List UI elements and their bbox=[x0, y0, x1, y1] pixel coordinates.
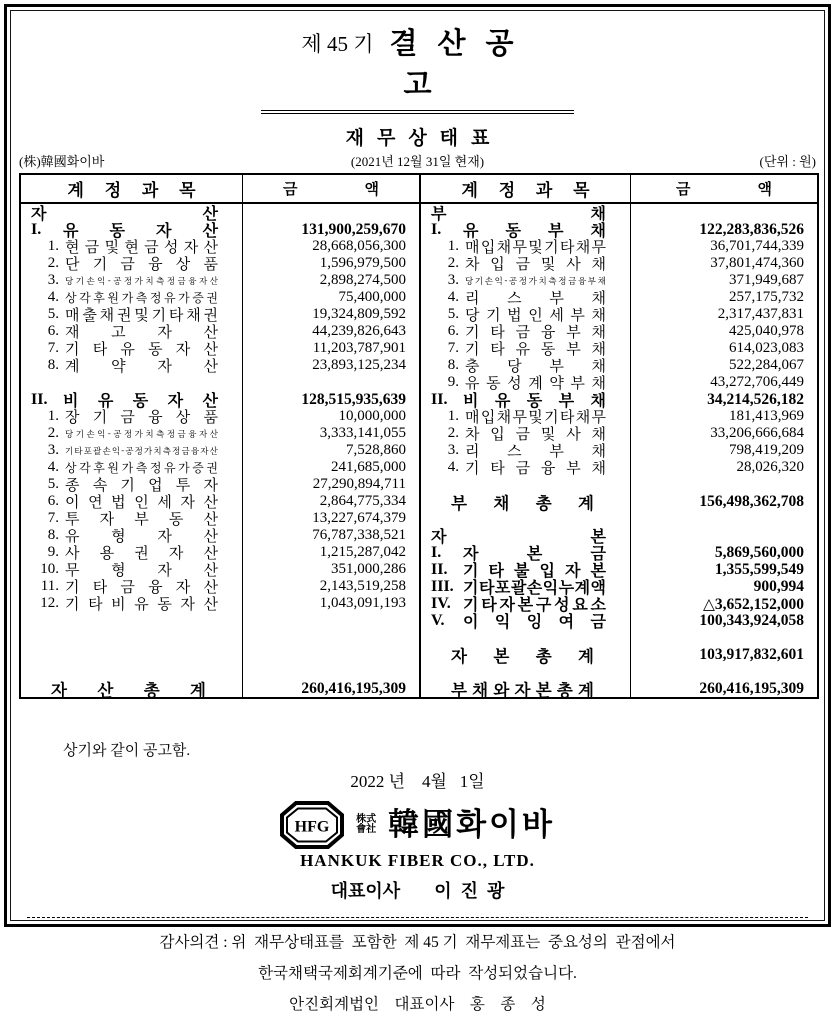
account-label: 5. 당 기 법 인 세 부 채 bbox=[421, 306, 631, 323]
amount-value: 371,949,687 bbox=[729, 272, 804, 288]
account-label: 7. 기 타 유 동 부 채 bbox=[421, 340, 631, 357]
audit-opinion-line1: 감사의견 : 위 재무상태표를 포함한 제 45 기 재무제표는 중요성의 관점에서 bbox=[159, 934, 676, 951]
account-label: 6. 재 고 자 산 bbox=[21, 323, 243, 340]
account-label: 부 채 bbox=[421, 204, 631, 221]
account-label: 12. 기 타 비 유 동 자 산 bbox=[21, 595, 243, 612]
table-header-right bbox=[421, 175, 817, 204]
amount-value: 2,898,274,500 bbox=[319, 272, 406, 288]
amount-value: 1,043,091,193 bbox=[319, 595, 406, 611]
table-row bbox=[21, 425, 419, 442]
as-of-date: (2021년 12월 31일 현재) bbox=[350, 154, 485, 169]
account-label: 9. 유 동 성 계 약 부 채 bbox=[421, 374, 631, 391]
account-label: 6. 이 연 법 인 세 자 산 bbox=[21, 493, 243, 510]
account-label: V. 이 익 잉 여 금 bbox=[421, 612, 631, 629]
dashed-divider bbox=[27, 917, 808, 918]
account-label: 7. 투 자 부 동 산 bbox=[21, 510, 243, 527]
title-period: 제 45 기 bbox=[301, 32, 374, 56]
table-row bbox=[21, 255, 419, 272]
amount-value: 7,528,860 bbox=[346, 442, 406, 458]
amount-value: 36,701,744,339 bbox=[710, 238, 804, 254]
statement-title: 재무상태표 bbox=[345, 128, 503, 149]
amount-value: 260,416,195,309 bbox=[699, 679, 804, 697]
info-row bbox=[19, 151, 816, 170]
amount-value: 13,227,674,379 bbox=[312, 510, 406, 526]
account-label: I. 유 동 부 채 bbox=[421, 221, 631, 238]
table-row bbox=[421, 492, 817, 513]
account-label: 2. 차 입 금 및 사 채 bbox=[421, 425, 631, 442]
amount-header: 금 액 bbox=[676, 182, 772, 198]
table-row bbox=[421, 645, 817, 666]
table-row bbox=[21, 442, 419, 459]
account-label: 부 채 와 자 본 총 계 bbox=[421, 680, 631, 697]
page-title: 결산공고 bbox=[389, 28, 534, 101]
account-label: II. 비 유 동 부 채 bbox=[421, 391, 631, 408]
amount-value: 76,787,338,521 bbox=[312, 527, 406, 543]
account-label: 1. 장 기 금 융 상 품 bbox=[21, 408, 243, 425]
amount-value: 28,668,056,300 bbox=[312, 238, 406, 254]
amount-value: 103,917,832,601 bbox=[699, 645, 804, 663]
ceo-row bbox=[19, 877, 816, 903]
account-label: 11. 기 타 금 융 자 산 bbox=[21, 578, 243, 595]
amount-value: 100,343,924,058 bbox=[699, 611, 804, 629]
table-row bbox=[421, 679, 817, 700]
account-label: I. 유 동 자 산 bbox=[21, 221, 243, 238]
amount-value: 2,864,775,334 bbox=[319, 493, 406, 509]
auditor-signature: 안진회계법인 대표이사 홍 종 성 bbox=[289, 996, 546, 1013]
table-row bbox=[21, 595, 419, 612]
amount-value bbox=[243, 204, 419, 221]
amount-header: 금 액 bbox=[283, 182, 379, 198]
table-header-left bbox=[21, 175, 419, 204]
table-row bbox=[21, 357, 419, 374]
account-label bbox=[21, 612, 243, 629]
amount-value: 10,000,000 bbox=[338, 408, 406, 424]
account-label: 6. 기 타 금 융 부 채 bbox=[421, 323, 631, 340]
table-row bbox=[421, 255, 817, 272]
account-header: 계 정 과 목 bbox=[421, 175, 631, 202]
account-label: 자 본 bbox=[421, 527, 631, 544]
account-label: 자 산 총 계 bbox=[21, 680, 243, 697]
audit-opinion-line2: 한국채택국제회계기준에 따라 작성되었습니다. bbox=[258, 965, 577, 982]
amount-value: 43,272,706,449 bbox=[710, 374, 804, 390]
amount-value: 1,596,979,500 bbox=[319, 255, 406, 271]
amount-value: 2,317,437,831 bbox=[717, 306, 804, 322]
amount-value: △3,652,152,000 bbox=[702, 595, 804, 613]
account-label: 4. 기 타 금 융 부 채 bbox=[421, 459, 631, 476]
amount-value: 257,175,732 bbox=[729, 289, 804, 305]
amount-value: 19,324,809,592 bbox=[312, 306, 406, 322]
account-label bbox=[21, 646, 243, 663]
account-label: 2. 당 기 손 익 - 공 정 가 치 측 정 금 융 자 산 bbox=[21, 425, 243, 442]
account-label: 1. 매 입 채 무 및 기 타 채 무 bbox=[421, 238, 631, 255]
amount-value: 128,515,935,639 bbox=[301, 390, 406, 408]
amount-value: 260,416,195,309 bbox=[301, 679, 406, 697]
amount-value: 614,023,083 bbox=[729, 340, 804, 356]
amount-value bbox=[243, 646, 419, 663]
liabilities-rows bbox=[421, 204, 817, 700]
page-inner-border bbox=[10, 10, 825, 1013]
amount-value: 28,026,320 bbox=[736, 459, 804, 475]
amount-value: 23,893,125,234 bbox=[312, 357, 406, 373]
amount-value: 75,400,000 bbox=[338, 289, 406, 305]
account-label: 3. 당 기 손 익 - 공 정 가 치 측 정 금 융 부 채 bbox=[421, 272, 631, 289]
corp-prefix: 株式會社 bbox=[356, 814, 377, 835]
account-label: I. 자 본 금 bbox=[421, 544, 631, 561]
account-label: IV. 기 타 자 본 구 성 요 소 bbox=[421, 595, 631, 612]
account-label: 4. 상 각 후 원 가 측 정 유 가 증 권 bbox=[21, 459, 243, 476]
account-label: 3. 기 타 포 괄 손 익 - 공 정 가 치 측 정 금 융 자 산 bbox=[21, 442, 243, 459]
account-label: 3. 당 기 손 익 - 공 정 가 치 측 정 금 융 자 산 bbox=[21, 272, 243, 289]
amount-value bbox=[243, 663, 419, 680]
title-block bbox=[19, 21, 816, 114]
account-label: II. 기 타 불 입 자 본 bbox=[421, 561, 631, 578]
amount-value bbox=[631, 527, 817, 544]
table-row bbox=[421, 612, 817, 629]
unit-label: (단위 : 원) bbox=[759, 154, 816, 169]
account-label: 4. 리 스 부 채 bbox=[421, 289, 631, 306]
amount-value: 425,040,978 bbox=[729, 323, 804, 339]
amount-value: 33,206,666,684 bbox=[710, 425, 804, 441]
account-label: II. 비 유 동 자 산 bbox=[21, 391, 243, 408]
company-name-kr: 韓國화이바 bbox=[388, 807, 555, 842]
amount-value bbox=[243, 629, 419, 646]
amount-value: 5,869,560,000 bbox=[714, 543, 804, 561]
announcement-date: 2022 년 4월 1일 bbox=[350, 772, 485, 791]
amount-value: 44,239,826,643 bbox=[312, 323, 406, 339]
table-row bbox=[21, 679, 419, 700]
account-label: 2. 차 입 금 및 사 채 bbox=[421, 255, 631, 272]
table-row bbox=[21, 272, 419, 289]
account-label: III. 기 타 포 괄 손 익 누 계 액 bbox=[421, 578, 631, 595]
title-underline bbox=[261, 21, 573, 114]
amount-value: 2,143,519,258 bbox=[319, 578, 406, 594]
account-label: 8. 유 형 자 산 bbox=[21, 527, 243, 544]
amount-value: 34,214,526,182 bbox=[707, 390, 804, 408]
account-label: 자 산 bbox=[21, 204, 243, 221]
account-label: 5. 종 속 기 업 투 자 bbox=[21, 476, 243, 493]
amount-value bbox=[243, 374, 419, 391]
amount-value: 181,413,969 bbox=[729, 408, 804, 424]
amount-value bbox=[243, 612, 419, 629]
account-label: 8. 충 당 부 채 bbox=[421, 357, 631, 374]
amount-value: 131,900,259,670 bbox=[301, 220, 406, 238]
table-row bbox=[21, 629, 419, 646]
amount-value: 900,994 bbox=[753, 577, 804, 595]
amount-value: 3,333,141,055 bbox=[319, 425, 406, 441]
amount-value bbox=[631, 663, 817, 680]
ceo-name: 이 진 광 bbox=[434, 881, 505, 901]
balance-sheet-table bbox=[19, 173, 819, 699]
table-row bbox=[21, 612, 419, 629]
ceo-title: 대표이사 bbox=[330, 881, 401, 901]
amount-value: 11,203,787,901 bbox=[312, 340, 406, 356]
amount-value: 1,355,599,549 bbox=[714, 560, 804, 578]
page-outer-border bbox=[4, 4, 831, 1013]
account-label: 2. 단 기 금 융 상 품 bbox=[21, 255, 243, 272]
amount-value: 27,290,894,711 bbox=[312, 476, 406, 492]
amount-value: 351,000,286 bbox=[331, 561, 406, 577]
account-label: 1. 매 입 채 무 및 기 타 채 무 bbox=[421, 408, 631, 425]
account-label: 3. 리 스 부 채 bbox=[421, 442, 631, 459]
amount-value bbox=[631, 629, 817, 646]
assets-column bbox=[21, 175, 421, 700]
assets-rows bbox=[21, 204, 419, 700]
account-header: 계 정 과 목 bbox=[21, 175, 243, 202]
amount-value: 1,215,287,042 bbox=[319, 544, 406, 560]
logo-text: HFG bbox=[294, 818, 330, 836]
account-label: 자 본 총 계 bbox=[421, 646, 631, 663]
company-name-en: HANKUK FIBER CO., LTD. bbox=[300, 851, 535, 870]
amount-value bbox=[631, 204, 817, 221]
amount-value: 156,498,362,708 bbox=[699, 492, 804, 510]
company-short-name: (株)韓國화이바 bbox=[19, 154, 105, 169]
account-label: 1. 현 금 및 현 금 성 자 산 bbox=[21, 238, 243, 255]
amount-value: 241,685,000 bbox=[331, 459, 406, 475]
account-label: 8. 계 약 자 산 bbox=[21, 357, 243, 374]
account-label bbox=[21, 629, 243, 646]
amount-value: 122,283,836,526 bbox=[699, 220, 804, 238]
announcement-notice: 상기와 같이 공고함. bbox=[63, 743, 191, 759]
account-label: 9. 사 용 권 자 산 bbox=[21, 544, 243, 561]
amount-value: 37,801,474,360 bbox=[710, 255, 804, 271]
account-label: 5. 매 출 채 권 및 기 타 채 권 bbox=[21, 306, 243, 323]
hfg-logo-icon bbox=[280, 801, 344, 849]
table-row bbox=[21, 408, 419, 425]
amount-value: 522,284,067 bbox=[729, 357, 804, 373]
account-label: 4. 상 각 후 원 가 측 정 유 가 증 권 bbox=[21, 289, 243, 306]
account-label: 부 채 총 계 bbox=[421, 493, 631, 510]
account-label: 7. 기 타 유 동 자 산 bbox=[21, 340, 243, 357]
liabilities-column bbox=[421, 175, 817, 700]
company-seal-row bbox=[19, 801, 816, 849]
amount-value bbox=[631, 510, 817, 527]
table-row bbox=[421, 459, 817, 476]
amount-value: 798,419,209 bbox=[729, 442, 804, 458]
account-label: 10. 무 형 자 산 bbox=[21, 561, 243, 578]
table-row bbox=[21, 646, 419, 663]
amount-value bbox=[631, 476, 817, 493]
